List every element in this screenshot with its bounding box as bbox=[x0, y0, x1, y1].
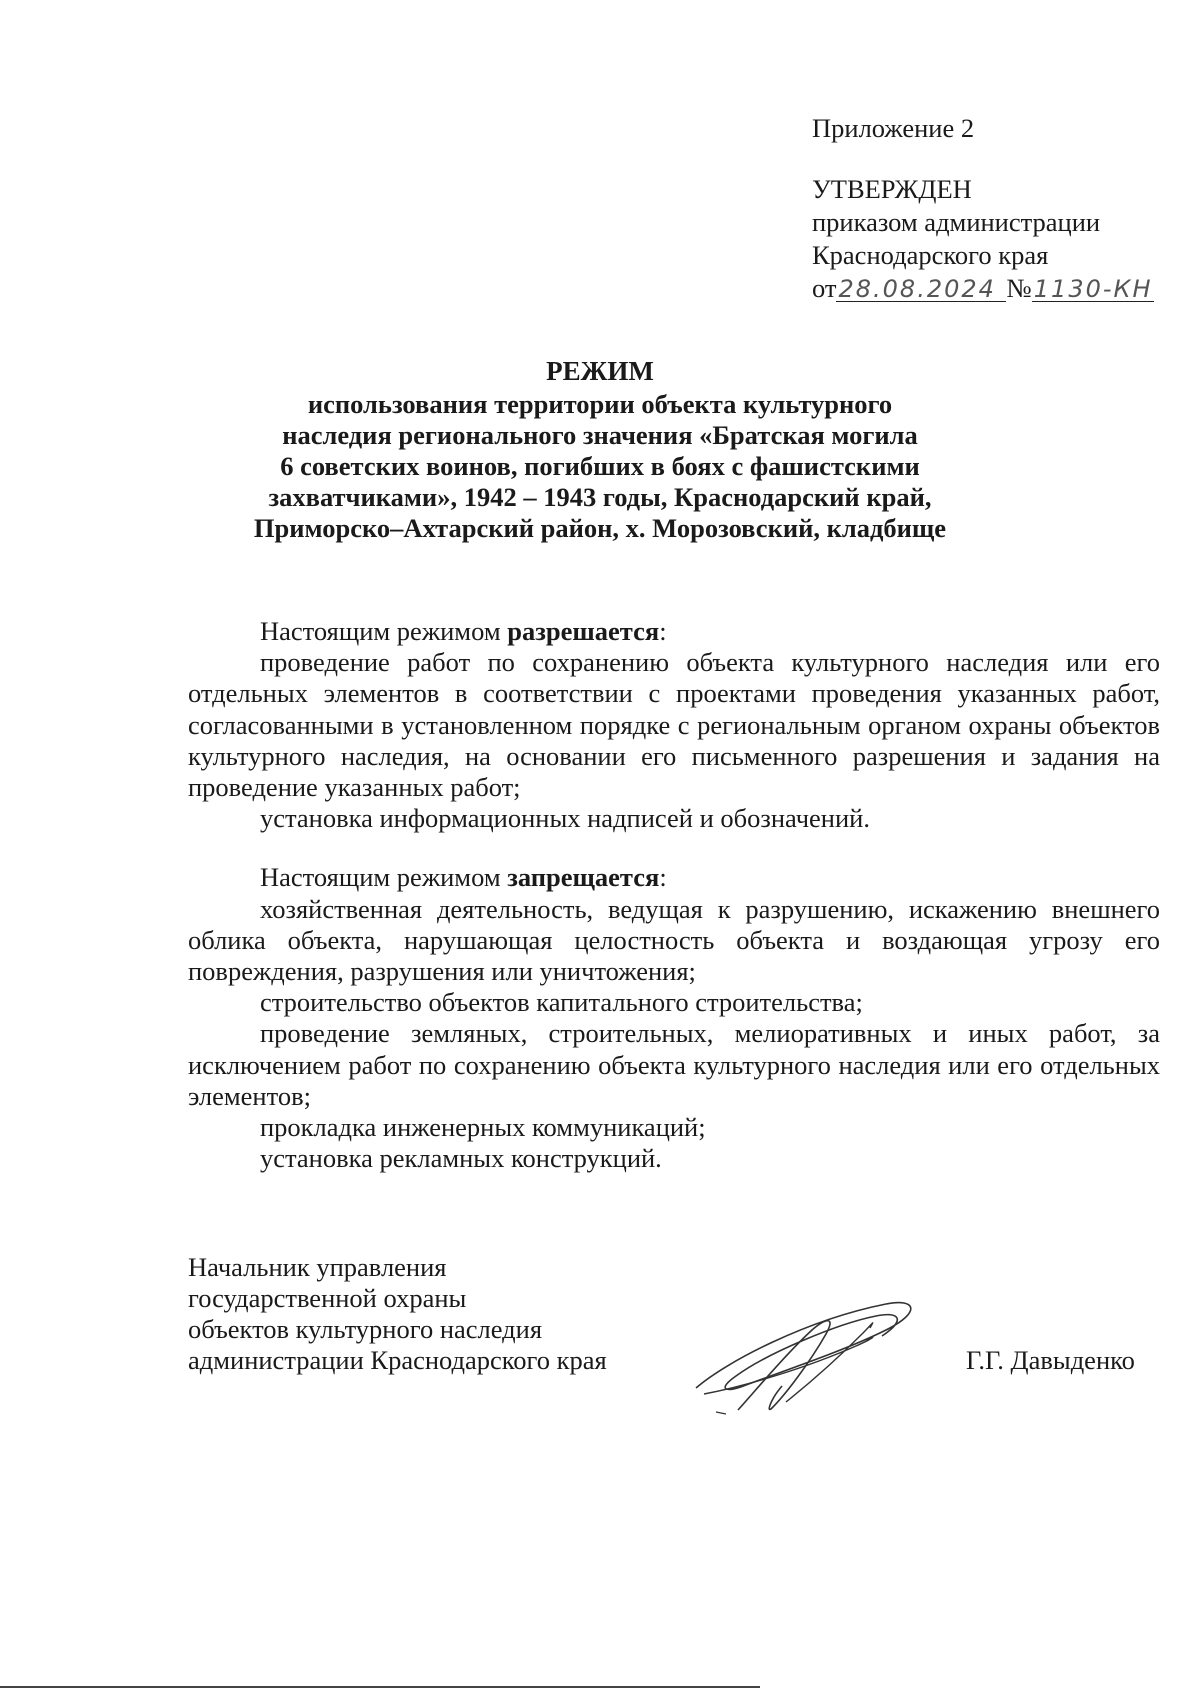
forbidden-heading: Настоящим режимом запрещается: bbox=[260, 862, 667, 893]
allowed-keyword: разрешается bbox=[507, 616, 660, 646]
date-number-line bbox=[812, 272, 1172, 305]
forbidden-item: строительство объектов капитального строительства; bbox=[260, 987, 863, 1018]
title-line: Приморско–Ахтарский район, х. Морозовский, кладбище bbox=[253, 513, 947, 543]
signer-position bbox=[188, 1252, 668, 1376]
forbidden-item: хозяйственная деятельность, ведущая к разрушению, искажению внешнего облика объекта, нарушающая целостность объекта и воздающая угрозу его повреждения, разрушения или уничтожения; bbox=[188, 893, 1160, 987]
title-line: использования территории объекта культурного bbox=[307, 389, 893, 419]
handwritten-date: 28.08.2024 bbox=[836, 277, 1006, 302]
forbidden-item: прокладка инженерных коммуникаций; bbox=[260, 1112, 706, 1143]
allowed-heading: Настоящим режимом разрешается: bbox=[260, 616, 667, 646]
position-line: государственной охраны bbox=[188, 1283, 467, 1313]
forbidden-item: установка рекламных конструкций. bbox=[260, 1143, 662, 1174]
order-line-2: Краснодарского края bbox=[812, 240, 1049, 270]
approved-label: УТВЕРЖДЕН bbox=[812, 174, 972, 204]
forbidden-keyword: запрещается bbox=[507, 862, 660, 893]
number-sign: № bbox=[1006, 273, 1032, 303]
page-edge-line bbox=[0, 1686, 760, 1688]
forbidden-item: проведение земляных, строительных, мелиоративных и иных работ, за исключением работ по сохранению объекта культурного наследия или его отдельных элементов; bbox=[188, 1018, 1160, 1111]
signer-name: Г.Г. Давыденко bbox=[966, 1345, 1135, 1375]
order-line-1: приказом администрации bbox=[812, 207, 1101, 237]
appendix-label: Приложение 2 bbox=[812, 113, 975, 143]
handwritten-signature bbox=[686, 1290, 936, 1420]
title-line: наследия регионального значения «Братская могила bbox=[282, 420, 918, 450]
date-prefix: от bbox=[812, 273, 837, 303]
title-line: 6 советских воинов, погибших в боях с фашистскими bbox=[280, 451, 920, 481]
title-line: захватчиками», 1942 – 1943 годы, Краснодарский край, bbox=[268, 482, 932, 512]
section-gap bbox=[188, 834, 1160, 862]
allowed-item: установка информационных надписей и обозначений. bbox=[260, 803, 870, 834]
position-line: Начальник управления bbox=[188, 1252, 447, 1282]
approval-stamp bbox=[812, 112, 1172, 305]
position-line: объектов культурного наследия bbox=[188, 1314, 543, 1344]
regime-body bbox=[188, 616, 1160, 1174]
document-title bbox=[230, 356, 970, 544]
title-main: РЕЖИМ bbox=[546, 356, 654, 386]
position-line: администрации Краснодарского края bbox=[188, 1345, 607, 1375]
handwritten-number: 1130-КН bbox=[1033, 275, 1153, 303]
allowed-item: проведение работ по сохранению объекта культурного наследия или его отдельных элементов в соответствии с проектами проведения указанных работ, согласованными в установленном порядке с региональным органом охраны объектов культурного наследия, на основании его письменного разрешения и задания на проведение указанных работ; bbox=[188, 647, 1160, 803]
